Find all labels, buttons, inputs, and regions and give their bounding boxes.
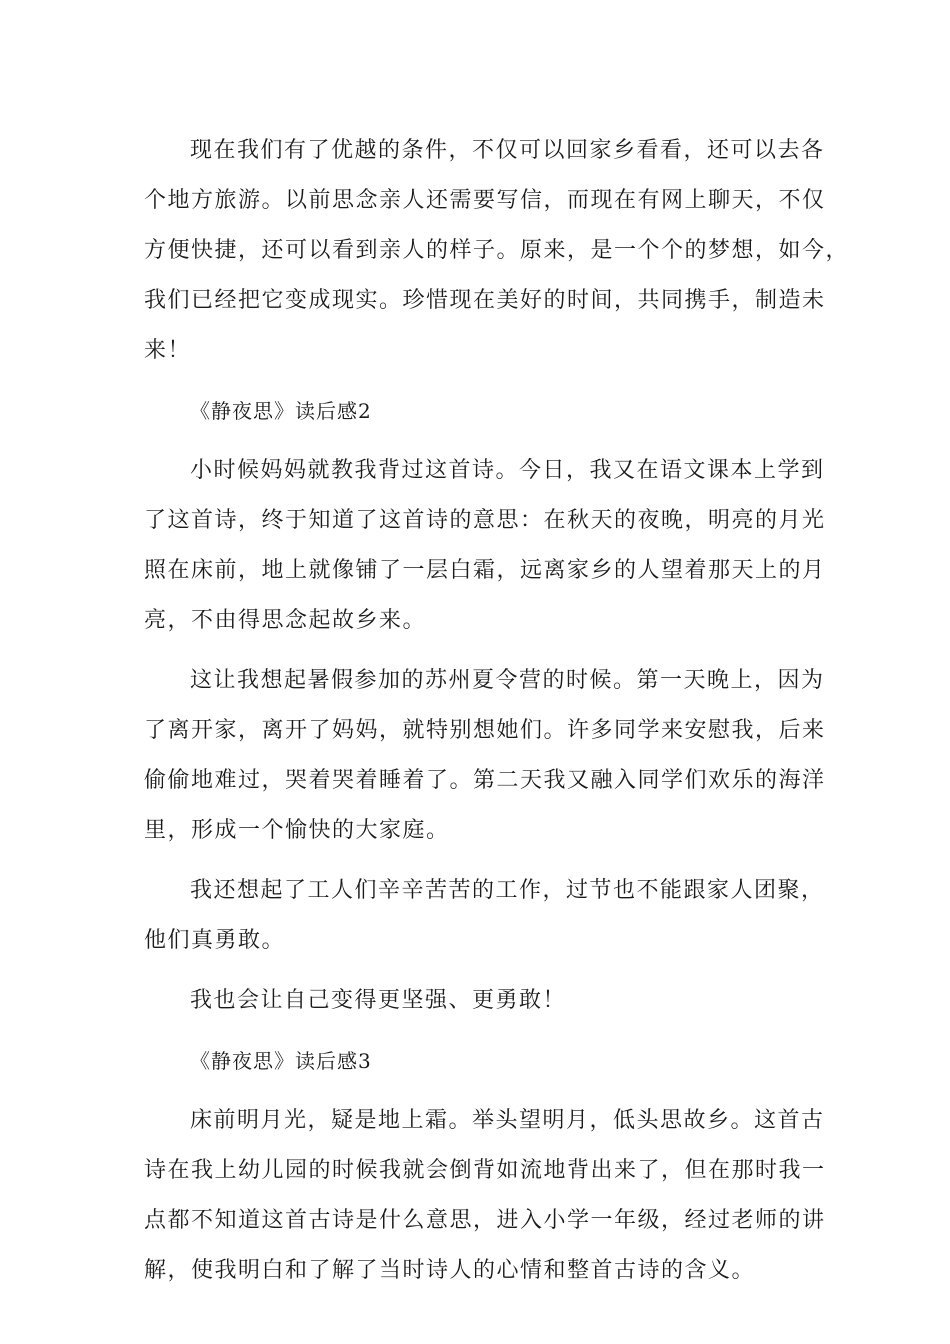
- text-line: 这让我想起暑假参加的苏州夏令营的时候。第一天晚上，因为: [190, 668, 825, 693]
- text-line: 方便快捷，还可以看到亲人的样子。原来，是一个个的梦想，如今，: [144, 238, 850, 263]
- paragraph: [144, 126, 850, 376]
- text-line: 诗在我上幼儿园的时候我就会倒背如流地背出来了，但在那时我一: [144, 1158, 826, 1183]
- paragraph: [144, 446, 824, 646]
- text-line: 我也会让自己变得更坚强、更勇敢！: [190, 988, 567, 1013]
- text-line: 照在床前，地上就像铺了一层白霜，远离家乡的人望着那天上的月: [144, 558, 826, 583]
- paragraph: [144, 976, 824, 1026]
- section-heading: 《静夜思》读后感2: [190, 399, 372, 423]
- text-line: 来！: [144, 338, 192, 363]
- text-line: 我们已经把它变成现实。珍惜现在美好的时间，共同携手，制造未: [144, 288, 826, 313]
- text-line: 现在我们有了优越的条件，不仅可以回家乡看看，还可以去各: [190, 138, 825, 163]
- document-page: [144, 126, 850, 1306]
- text-line: 了这首诗，终于知道了这首诗的意思：在秋天的夜晚，明亮的月光: [144, 508, 826, 533]
- text-line: 偷偷地难过，哭着哭着睡着了。第二天我又融入同学们欢乐的海洋: [144, 768, 826, 793]
- text-line: 他们真勇敢。: [144, 928, 286, 953]
- text-line: 点都不知道这首古诗是什么意思，进入小学一年级，经过老师的讲: [144, 1208, 826, 1233]
- text-line: 床前明月光，疑是地上霜。举头望明月，低头思故乡。这首古: [190, 1108, 825, 1133]
- text-line: 小时候妈妈就教我背过这首诗。今日，我又在语文课本上学到: [190, 458, 825, 483]
- text-line: 了离开家，离开了妈妈，就特别想她们。许多同学来安慰我，后来: [144, 718, 826, 743]
- section-heading: 《静夜思》读后感3: [190, 1049, 372, 1073]
- text-line: 我还想起了工人们辛辛苦苦的工作，过节也不能跟家人团聚，: [190, 878, 825, 903]
- text-line: 亮，不由得思念起故乡来。: [144, 608, 427, 633]
- text-line: 里，形成一个愉快的大家庭。: [144, 818, 450, 843]
- text-line: 个地方旅游。以前思念亲人还需要写信，而现在有网上聊天，不仅: [144, 188, 826, 213]
- paragraph: [144, 656, 824, 856]
- paragraph: [144, 1096, 824, 1296]
- paragraph: [144, 866, 824, 966]
- text-line: 解，使我明白和了解了当时诗人的心情和整首古诗的含义。: [144, 1258, 756, 1283]
